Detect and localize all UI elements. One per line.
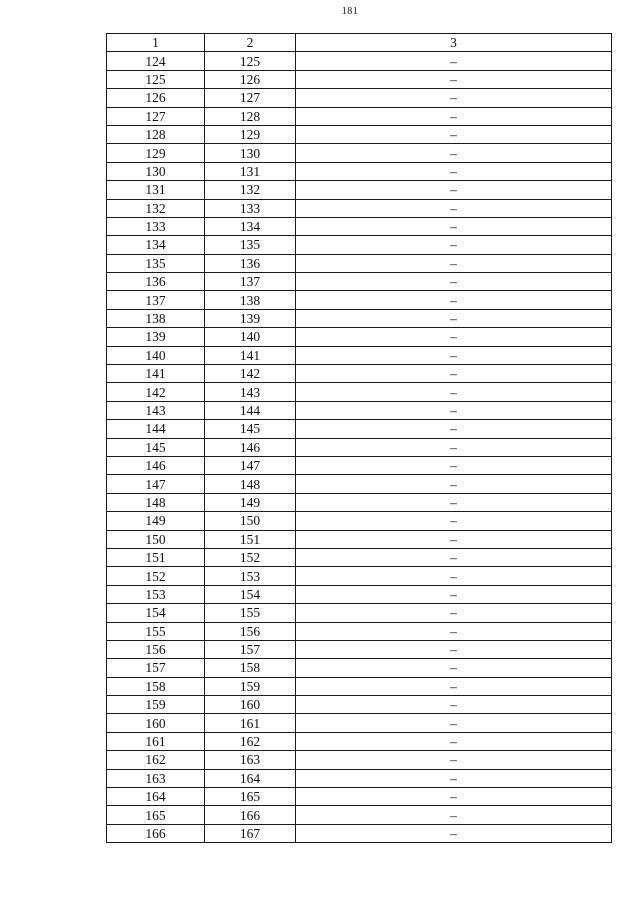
table-row	[107, 52, 612, 70]
table-cell-col-1: 139	[107, 328, 205, 346]
table-cell-col-3: –	[296, 475, 612, 493]
table-cell-col-3: –	[296, 714, 612, 732]
table-row	[107, 291, 612, 309]
table-row	[107, 236, 612, 254]
table-cell-col-1: 164	[107, 788, 205, 806]
table-cell-col-2: 161	[205, 714, 296, 732]
table-cell-col-1: 128	[107, 125, 205, 143]
table-cell-col-2: 130	[205, 144, 296, 162]
table-cell-col-2: 137	[205, 273, 296, 291]
table-cell-col-2: 125	[205, 52, 296, 70]
table-cell-col-2: 164	[205, 769, 296, 787]
table-cell-col-2: 165	[205, 788, 296, 806]
table-cell-col-1: 163	[107, 769, 205, 787]
table-cell-col-2: 158	[205, 659, 296, 677]
table-cell-col-3: –	[296, 788, 612, 806]
table-row	[107, 181, 612, 199]
table-cell-col-2: 144	[205, 401, 296, 419]
table-cell-col-2: 166	[205, 806, 296, 824]
table-row	[107, 475, 612, 493]
table-row	[107, 696, 612, 714]
table-cell-col-2: 153	[205, 567, 296, 585]
table-cell-col-2: 134	[205, 217, 296, 235]
table-cell-col-1: 138	[107, 309, 205, 327]
table-row	[107, 751, 612, 769]
table-cell-col-3: –	[296, 567, 612, 585]
table-row	[107, 788, 612, 806]
table-cell-col-3: –	[296, 420, 612, 438]
table-cell-col-1: 161	[107, 732, 205, 750]
table-row	[107, 677, 612, 695]
table-cell-col-1: 156	[107, 640, 205, 658]
table-row	[107, 438, 612, 456]
table-row	[107, 383, 612, 401]
table-cell-col-3: –	[296, 107, 612, 125]
table-cell-col-1: 126	[107, 89, 205, 107]
table-cell-col-3: –	[296, 125, 612, 143]
table-row	[107, 512, 612, 530]
table-cell-col-1: 124	[107, 52, 205, 70]
table-cell-col-3: –	[296, 365, 612, 383]
table-cell-col-3: –	[296, 217, 612, 235]
table-cell-col-3: –	[296, 824, 612, 842]
table-cell-col-1: 159	[107, 696, 205, 714]
table-cell-col-3: –	[296, 328, 612, 346]
page-number: 181	[341, 6, 359, 17]
table-row	[107, 254, 612, 272]
table-cell-col-2: 157	[205, 640, 296, 658]
table-row	[107, 89, 612, 107]
table-cell-col-1: 154	[107, 604, 205, 622]
table-cell-col-1: 165	[107, 806, 205, 824]
table-cell-col-3: –	[296, 309, 612, 327]
table-row	[107, 493, 612, 511]
table-row	[107, 420, 612, 438]
table-cell-col-2: 151	[205, 530, 296, 548]
column-header-2: 2	[205, 34, 296, 52]
table-row	[107, 401, 612, 419]
table-cell-col-1: 142	[107, 383, 205, 401]
table-cell-col-3: –	[296, 291, 612, 309]
table-cell-col-3: –	[296, 769, 612, 787]
table-row	[107, 456, 612, 474]
table-cell-col-1: 151	[107, 548, 205, 566]
table-cell-col-2: 132	[205, 181, 296, 199]
table-cell-col-1: 155	[107, 622, 205, 640]
table-cell-col-2: 162	[205, 732, 296, 750]
table-cell-col-3: –	[296, 732, 612, 750]
table-cell-col-1: 150	[107, 530, 205, 548]
table-row	[107, 622, 612, 640]
table-cell-col-2: 143	[205, 383, 296, 401]
table-cell-col-2: 140	[205, 328, 296, 346]
table-cell-col-2: 159	[205, 677, 296, 695]
table-row	[107, 732, 612, 750]
table-cell-col-1: 130	[107, 162, 205, 180]
table-cell-col-2: 145	[205, 420, 296, 438]
table-cell-col-3: –	[296, 640, 612, 658]
table-row	[107, 70, 612, 88]
table-cell-col-1: 133	[107, 217, 205, 235]
table-cell-col-3: –	[296, 254, 612, 272]
table-cell-col-3: –	[296, 548, 612, 566]
table-cell-col-2: 141	[205, 346, 296, 364]
table-cell-col-3: –	[296, 659, 612, 677]
table-cell-col-3: –	[296, 512, 612, 530]
table-cell-col-3: –	[296, 696, 612, 714]
table-cell-col-1: 134	[107, 236, 205, 254]
table-row	[107, 199, 612, 217]
table-cell-col-2: 148	[205, 475, 296, 493]
table-cell-col-2: 150	[205, 512, 296, 530]
table-cell-col-1: 131	[107, 181, 205, 199]
table-row	[107, 640, 612, 658]
data-table	[106, 33, 612, 843]
table-cell-col-2: 127	[205, 89, 296, 107]
table-cell-col-3: –	[296, 181, 612, 199]
table-cell-col-1: 160	[107, 714, 205, 732]
table-row	[107, 365, 612, 383]
table-cell-col-3: –	[296, 438, 612, 456]
table-cell-col-1: 166	[107, 824, 205, 842]
table-row	[107, 144, 612, 162]
table-cell-col-2: 156	[205, 622, 296, 640]
table-cell-col-2: 152	[205, 548, 296, 566]
table-cell-col-1: 158	[107, 677, 205, 695]
table-cell-col-3: –	[296, 273, 612, 291]
table-row	[107, 328, 612, 346]
table-cell-col-1: 152	[107, 567, 205, 585]
table-cell-col-3: –	[296, 806, 612, 824]
table-row	[107, 107, 612, 125]
table-cell-col-2: 135	[205, 236, 296, 254]
table-cell-col-3: –	[296, 52, 612, 70]
column-header-3: 3	[296, 34, 612, 52]
table-row	[107, 585, 612, 603]
table-cell-col-1: 162	[107, 751, 205, 769]
table-cell-col-1: 149	[107, 512, 205, 530]
table-cell-col-1: 140	[107, 346, 205, 364]
table-cell-col-1: 127	[107, 107, 205, 125]
table-row	[107, 659, 612, 677]
table-cell-col-1: 147	[107, 475, 205, 493]
table-cell-col-1: 157	[107, 659, 205, 677]
table-cell-col-1: 148	[107, 493, 205, 511]
table-cell-col-2: 128	[205, 107, 296, 125]
table-cell-col-3: –	[296, 346, 612, 364]
table-row	[107, 162, 612, 180]
header-row	[107, 34, 612, 52]
table-cell-col-1: 136	[107, 273, 205, 291]
table-cell-col-2: 131	[205, 162, 296, 180]
table-row	[107, 125, 612, 143]
table-row	[107, 309, 612, 327]
table-cell-col-3: –	[296, 530, 612, 548]
table-cell-col-2: 149	[205, 493, 296, 511]
table-cell-col-3: –	[296, 622, 612, 640]
table-cell-col-2: 160	[205, 696, 296, 714]
table-cell-col-2: 138	[205, 291, 296, 309]
table-row	[107, 346, 612, 364]
table-cell-col-2: 155	[205, 604, 296, 622]
table-cell-col-3: –	[296, 493, 612, 511]
table-row	[107, 530, 612, 548]
table-cell-col-1: 145	[107, 438, 205, 456]
table-cell-col-1: 141	[107, 365, 205, 383]
table-cell-col-1: 129	[107, 144, 205, 162]
table-cell-col-1: 146	[107, 456, 205, 474]
table-cell-col-3: –	[296, 604, 612, 622]
table-row	[107, 806, 612, 824]
table-cell-col-2: 133	[205, 199, 296, 217]
table-cell-col-3: –	[296, 144, 612, 162]
table-cell-col-2: 147	[205, 456, 296, 474]
data-table-container	[106, 33, 611, 843]
table-cell-col-3: –	[296, 456, 612, 474]
table-body	[107, 52, 612, 843]
table-cell-col-2: 139	[205, 309, 296, 327]
table-cell-col-2: 146	[205, 438, 296, 456]
table-row	[107, 548, 612, 566]
table-row	[107, 714, 612, 732]
table-cell-col-2: 167	[205, 824, 296, 842]
table-cell-col-1: 144	[107, 420, 205, 438]
table-cell-col-2: 136	[205, 254, 296, 272]
table-cell-col-1: 132	[107, 199, 205, 217]
table-cell-col-2: 154	[205, 585, 296, 603]
table-cell-col-3: –	[296, 751, 612, 769]
table-cell-col-3: –	[296, 585, 612, 603]
column-header-1: 1	[107, 34, 205, 52]
table-cell-col-1: 125	[107, 70, 205, 88]
table-cell-col-3: –	[296, 401, 612, 419]
table-cell-col-1: 153	[107, 585, 205, 603]
table-row	[107, 217, 612, 235]
table-cell-col-3: –	[296, 383, 612, 401]
table-cell-col-3: –	[296, 677, 612, 695]
table-row	[107, 273, 612, 291]
table-cell-col-2: 126	[205, 70, 296, 88]
table-row	[107, 824, 612, 842]
table-row	[107, 769, 612, 787]
table-cell-col-1: 143	[107, 401, 205, 419]
table-cell-col-3: –	[296, 70, 612, 88]
table-cell-col-1: 137	[107, 291, 205, 309]
table-cell-col-2: 129	[205, 125, 296, 143]
table-cell-col-2: 142	[205, 365, 296, 383]
table-cell-col-2: 163	[205, 751, 296, 769]
table-cell-col-3: –	[296, 89, 612, 107]
table-cell-col-1: 135	[107, 254, 205, 272]
table-row	[107, 567, 612, 585]
table-row	[107, 604, 612, 622]
table-cell-col-3: –	[296, 236, 612, 254]
table-cell-col-3: –	[296, 162, 612, 180]
table-header	[107, 34, 612, 52]
table-cell-col-3: –	[296, 199, 612, 217]
